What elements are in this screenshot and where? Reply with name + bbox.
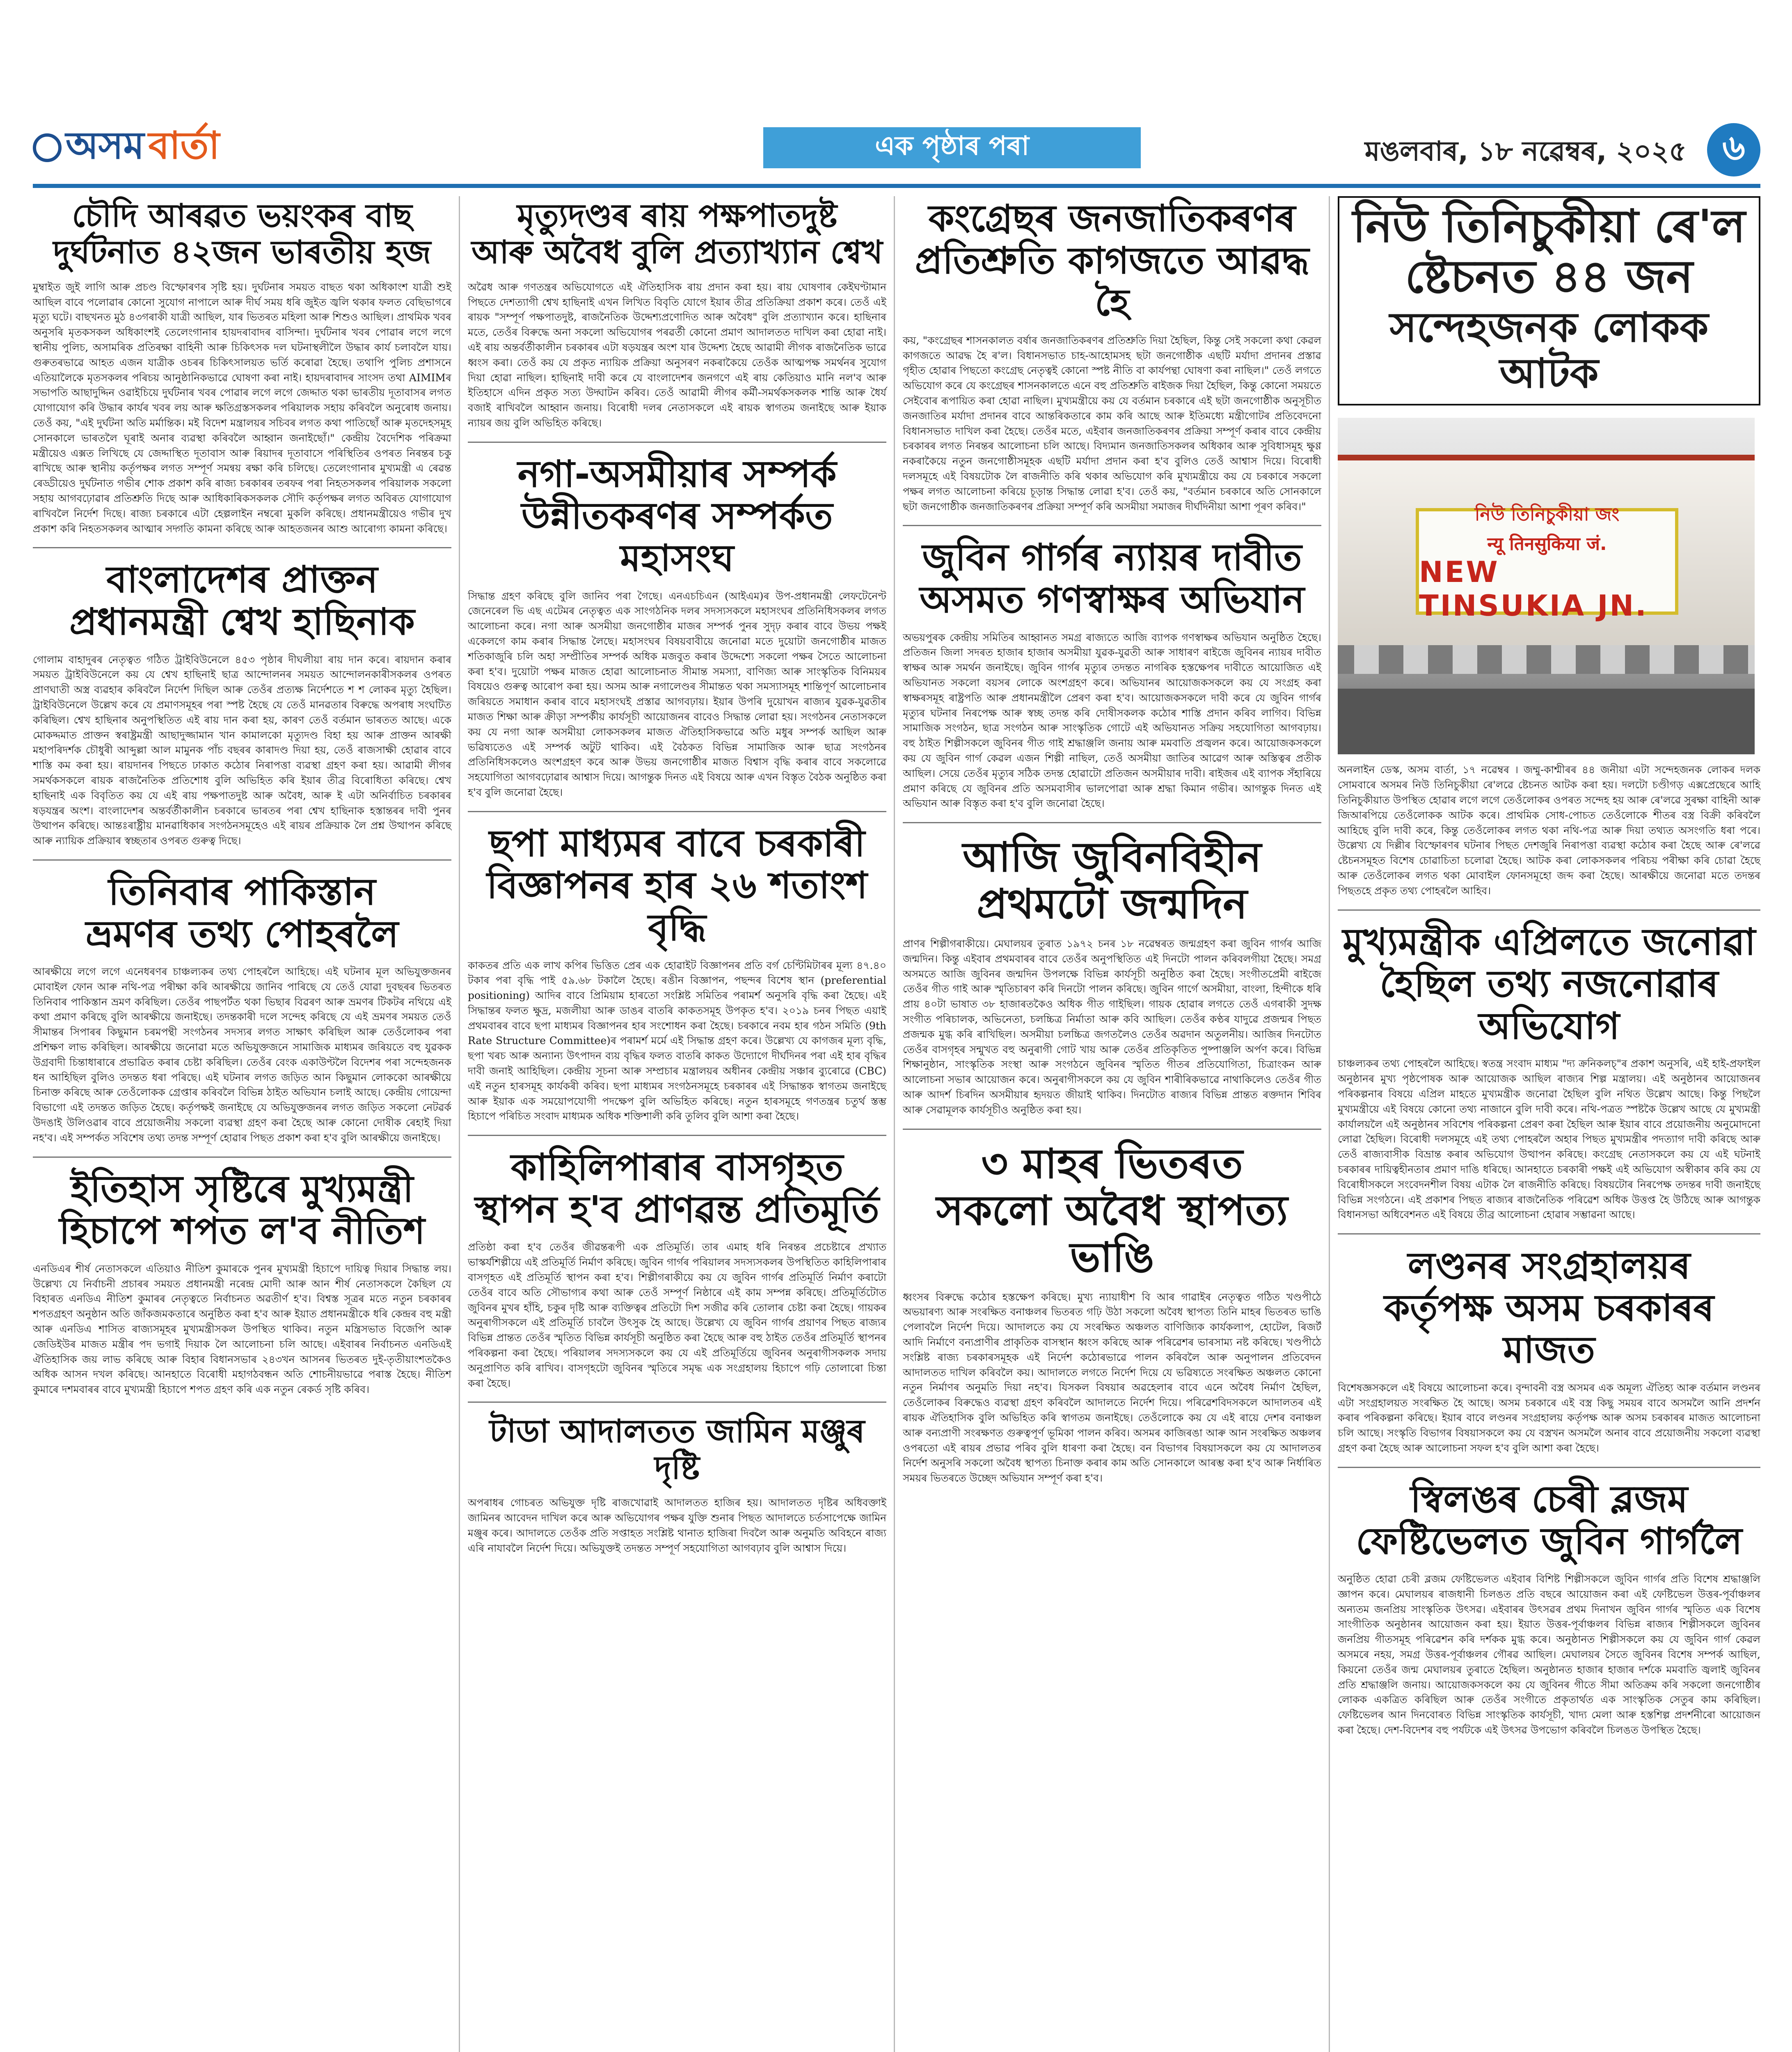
article-tada-court-bail bbox=[468, 1413, 886, 1556]
article-nitish-oath bbox=[33, 1168, 451, 1397]
headline-line: আজি জুবিনবিহীন bbox=[962, 833, 1262, 882]
article-body: অপৰাধৰ গোচৰত অভিযুক্ত দৃষ্টি ৰাজখোৱাই আদালতত হাজিৰ হয়। আদালতত দৃষ্টিৰ অধিবক্তাই জামিনৰ আবেদন দাখিল কৰে আৰু অভিযোগৰ পক্ষৰ যুক্তি শুনাৰ পিছত আদালতে চৰ্তসাপেক্ষে জামিন মঞ্জুৰ কৰে। আদালতে তেওঁক প্ৰতি সপ্তাহত সংশ্লিষ্ট থানাত হাজিৰা দিবলৈ আৰু অনুমতি অবিহনে ৰাজ্য এৰি নাযাবলৈ নিৰ্দেশ দিয়ে। অভিযুক্তই তদন্তত সম্পূৰ্ণ সহযোগিতা আগবঢ়াব বুলি আশ্বাস দিয়ে। bbox=[468, 1497, 886, 1554]
headline-line: জুবিন গাৰ্গৰ ন্যায়ৰ দাবীত bbox=[922, 536, 1302, 579]
article-divider bbox=[903, 525, 1321, 526]
headline-line: টাডা আদালতত জামিন মঞ্জুৰ দৃষ্টি bbox=[489, 1413, 865, 1487]
article-zubeen-birthday bbox=[903, 834, 1321, 1118]
article-body: অৱৈধ আৰু গণতন্ত্ৰৰ অভিযোগতে এই ঐতিহাসিক ৰায় প্ৰদান কৰা হয়। ৰায় ঘোষণাৰ কেইঘণ্টামান পিছতে দেশত্যাগী শ্বেখ হাছিনাই এখন লিখিত বিবৃতি যোগে ইয়াৰ তীব্ৰ প্ৰতিক্ৰিয়া প্ৰকাশ কৰে। তেওঁ এই ৰায়ক "সম্পূৰ্ণ পক্ষপাতদুষ্ট, ৰাজনৈতিক উদ্দেশ্যপ্ৰণোদিত আৰু অবৈধ" বুলি প্ৰত্যাখ্যান কৰে। হাছিনাৰ মতে, তেওঁৰ বিৰুদ্ধে অনা সকলো অভিযোগৰ পৰৱৰ্তী কোনো প্ৰমাণ আদালতত দাখিল কৰা হোৱা নাই। এই ৰায় অন্তৰ্বৰ্তীকালীন চৰকাৰৰ এটা ষড়যন্ত্ৰৰ অংশ যাৰ উদ্দেশ্য হৈছে আৱামী লীগক ৰাজনৈতিক ভাৱে ধ্বংস কৰা। তেওঁ কয় যে প্ৰকৃত ন্যায়িক প্ৰক্ৰিয়া অনুসৰণ নকৰাকৈয়ে তেওঁক আত্মপক্ষ সমৰ্থনৰ সুযোগ দিয়া হোৱা নাছিল। হাছিনাই দাবী কৰে যে বাংলাদেশৰ জনগণে এই ৰায় কেতিয়াও মানি নল'ব আৰু ইতিহাসে এদিন প্ৰকৃত সত্য উদ্ঘাটন কৰিব। তেওঁ আৱামী লীগৰ কৰ্মী-সমৰ্থকসকলক শান্তি আৰু ধৈৰ্য বজাই ৰাখিবলৈ আহ্বান জনায়। বিৰোধী দলৰ নেতাসকলে এই ৰায়ক স্বাগতম জনাইছে আৰু ইয়াক ন্যায়ৰ জয় বুলি অভিহিত কৰিছে। bbox=[468, 281, 886, 429]
article-divider bbox=[1338, 909, 1760, 911]
headline-line: তিনিবাৰ পাকিস্তান bbox=[108, 870, 376, 914]
column-2 bbox=[468, 196, 886, 1566]
article-congress-tribal-status bbox=[903, 198, 1321, 514]
article-illegal-structures bbox=[903, 1141, 1321, 1486]
headline bbox=[33, 871, 451, 955]
headline bbox=[468, 1413, 886, 1486]
headline-line: লণ্ডনৰ সংগ্ৰহালয়ৰ bbox=[1408, 1244, 1691, 1288]
headline-line: স্বিলঙৰ চেৰী ব্লজম bbox=[1410, 1477, 1688, 1521]
headline bbox=[33, 1168, 451, 1253]
article-body: আৰক্ষীয়ে লগে লগে এনেধৰণৰ চাঞ্চল্যকৰ তথ্য পোহৰলৈ আহিছে। এই ঘটনাৰ মূল অভিযুক্তজনৰ মোবাইল ফোন আৰু নথি-পত্ৰ পৰীক্ষা কৰি আৰক্ষীয়ে জানিব পাৰিছে যে তেওঁ যোৱা দুবছৰৰ ভিতৰত তিনিবাৰ পাকিস্তান ভ্ৰমণ কৰিছিল। তেওঁৰ পাছপৰ্টত থকা ভিছাৰ বিৱৰণ আৰু ভ্ৰমণৰ টিকটৰ নথিয়ে এই কথা প্ৰমাণ কৰিছে বুলি আৰক্ষীয়ে জনাইছে। তদন্তকাৰী দলে সন্দেহ কৰিছে যে এই ভ্ৰমণৰ সময়ত তেওঁ সীমান্তৰ সিপাৰৰ কিছুমান চৰমপন্থী সংগঠনৰ সদস্যৰ লগত সাক্ষাৎ কৰিছিল আৰু তেওঁলোকৰ পৰা প্ৰশিক্ষণ লাভ কৰিছিল। আৰক্ষীয়ে জনোৱা মতে অভিযুক্তজনে সামাজিক মাধ্যমৰ জৰিয়তে বহু যুৱকক উগ্ৰবাদী চিন্তাধাৰাৰে প্ৰভাৱিত কৰাৰ চেষ্টা কৰিছিল। তেওঁৰ বেংক একাউণ্টলৈ বিদেশৰ পৰা সন্দেহজনক ধন আহিছিল বুলিও তদন্তত ধৰা পৰিছে। এই ঘটনাৰ লগত জড়িত আন কিছুমান লোককো আৰক্ষীয়ে চিনাক্ত কৰিছে আৰু তেওঁলোকক গ্ৰেপ্তাৰ কৰিবলৈ বিভিন্ন ঠাইত অভিযান চলাই আছে। কেন্দ্ৰীয় গোয়েন্দা বিভাগো এই তদন্তত জড়িত হৈছে। কৰ্তৃপক্ষই জনাইছে যে অভিযুক্তজনৰ লগত জড়িত সকলো নেটৱৰ্ক উদঙাই উলিওৱাৰ বাবে প্ৰয়োজনীয় সকলো ব্যৱস্থা গ্ৰহণ কৰা হৈছে আৰু কোনো দোষীক ৰেহাই দিয়া নহ'ব। এই সম্পৰ্কত সবিশেষ তথ্য তদন্ত সম্পূৰ্ণ হোৱাৰ পিছত প্ৰকাশ কৰা হ'ব বুলি আৰক্ষীয়ে জনাইছে। bbox=[33, 966, 451, 1144]
headline bbox=[1338, 1479, 1760, 1563]
column-divider bbox=[459, 196, 460, 2052]
article-sheikh-hasina bbox=[33, 559, 451, 849]
article-body: মুম্বাইত জুই লাগি আৰু প্ৰচণ্ড বিস্ফোৰণৰ সৃষ্টি হয়। দুৰ্ঘটনাৰ সময়ত বাছত থকা অধিকাংশ যাত্ৰী শুই আছিল বাবে পলোৱাৰ কোনো সুযোগ নাপালে আৰু দীৰ্ঘ সময় ধৰি জুইত জ্বলি থকাৰ ফলত বেছিভাগৰে মৃত্যু ঘটে। বাছখনত মুঠ ৪৩গৰাকী যাত্ৰী আছিল, যাৰ ভিতৰত মহিলা আৰু শিশুও আছিল। প্ৰাথমিক খবৰ অনুসৰি মৃতকসকল অধিকাংশই তেলেংগানাৰ হায়দৰাবাদৰ বাসিন্দা। দুৰ্ঘটনাৰ খবৰ পোৱাৰ লগে লগে স্থানীয় পুলিচ, অসামৰিক প্ৰতিৰক্ষা বাহিনী আৰু চিকিৎসক দল ঘটনাস্থলীলৈ উদ্ধাৰ কাৰ্য চলাবলৈ যায়। গুৰুতৰভাৱে আহত এজন যাত্ৰীক ওচৰৰ চিকিৎসালয়ত ভৰ্তি কৰোৱা হৈছে। তথাপি পুলিচ প্ৰশাসনে এতিয়ালৈকে মৃতসকলৰ পৰিচয় আনুষ্ঠানিকভাৱে ঘোষণা কৰা নাই। হায়দৰাবাদৰ সাংসদ তথা AIMIMৰ সভাপতি আছাদুদ্দিন ওৱাইচিয়ে দুৰ্ঘটনাৰ খবৰ পোৱাৰ লগে লগে জেদ্দাত থকা ভাৰতীয় দূতাবাসৰ লগত যোগাযোগ কৰি উদ্ধাৰ কাৰ্যৰ খবৰ লয় আৰু ক্ষতিগ্ৰস্তসকলৰ পৰিয়ালক সহায় কৰিবলৈ অনুৰোধ জনায়। তেওঁ কয়, "এই দুৰ্ঘটনা অতি মৰ্মান্তিক। মই বিদেশ মন্ত্ৰালয়ৰ সচিবৰ লগত কথা পাতিছোঁ আৰু মৃতদেহসমূহ সোনকালে ভাৰতলৈ ঘূৰাই অনাৰ ব্যৱস্থা কৰিবলৈ আহ্বান জনাইছোঁ।" কেন্দ্ৰীয় বৈদেশিক পৰিক্ৰমা মন্ত্ৰীয়েও এক্সত লিখিছে যে জেদ্দাস্থিত দূতাবাস আৰু ৰিয়াদৰ দূতাবাসে পৰিস্থিতিৰ ওপৰত নিৰন্তৰ চকু ৰাখিছে আৰু স্থানীয় কৰ্তৃপক্ষৰ লগত সম্পূৰ্ণ সমন্বয় ৰক্ষা কৰি চলিছে। তেলেংগানাৰ মুখ্যমন্ত্ৰী এ ৰেৱন্ত ৰেড্ডীয়েও দুৰ্ঘটনাত গভীৰ শোক প্ৰকাশ কৰি ৰাজ্য চৰকাৰৰ তৰফৰ পৰা নিহতসকলৰ পৰিয়ালক সকলো সহায় আগবঢ়োৱাৰ প্ৰতিশ্ৰুতি দিছে আৰু আধিকাৰিকসকলক সৌদি কৰ্তৃপক্ষৰ লগত অবিৰত যোগাযোগ ৰাখিবলৈ নিৰ্দেশ দিছে। ৰাজ্য চৰকাৰে এটা হেল্পলাইন নম্বৰো মুকলি কৰিছে। প্ৰধানমন্ত্ৰীয়েও গভীৰ দুখ প্ৰকাশ কৰি নিহতসকলৰ আত্মাৰ সদ্গতি কামনা কৰিছে আৰু আহতজনৰ আশু আৰোগ্য কামনা কৰিছে। bbox=[33, 281, 451, 535]
article-divider bbox=[903, 822, 1321, 823]
headline bbox=[468, 198, 886, 271]
column-divider bbox=[1329, 196, 1330, 2052]
headline-line: প্ৰধানমন্ত্ৰী শ্বেখ হাছিনাক bbox=[69, 600, 415, 644]
article-body: প্ৰাণৰ শিল্পীগৰাকীয়ে। মেঘালয়ৰ তুৰাত ১৯৭২ চনৰ ১৮ নৱেম্বৰত জন্মগ্ৰহণ কৰা জুবিন গাৰ্গৰ আজি জন্মদিন। কিন্তু এইবাৰ প্ৰথমবাৰৰ বাবে তেওঁৰ অনুপস্থিতিত এই দিনটো পালন কৰিবলগীয়া হৈছে। সমগ্ৰ অসমতে আজি জুবিনৰ জন্মদিন উপলক্ষে বিভিন্ন কাৰ্যসূচী অনুষ্ঠিত কৰা হৈছে। সংগীতপ্ৰেমী ৰাইজে তেওঁৰ গীত গাই আৰু স্মৃতিচাৰণ কৰি দিনটো পালন কৰিছে। জুবিন গাৰ্গে অসমীয়া, বাংলা, হিন্দীকে ধৰি প্ৰায় ৪০টা ভাষাত ৩৮ হাজাৰতকৈও অধিক গীত গাইছিল। গায়ক হোৱাৰ লগতে তেওঁ এগৰাকী সুদক্ষ সংগীত পৰিচালক, অভিনেতা, চলচ্চিত্ৰ নিৰ্মাতা আৰু কবি আছিল। তেওঁৰ কণ্ঠৰ যাদুৱে প্ৰজন্মৰ পিছত প্ৰজন্মক মুগ্ধ কৰি ৰাখিছিল। অসমীয়া চলচ্চিত্ৰ জগতলৈও তেওঁৰ অৱদান অতুলনীয়। আজিৰ দিনটোত তেওঁৰ বাসগৃহৰ সন্মুখত বহু অনুৰাগী গোট খায় আৰু তেওঁৰ প্ৰতিকৃতিত পুষ্পাঞ্জলি অৰ্পণ কৰে। বিভিন্ন শিক্ষানুষ্ঠান, সাংস্কৃতিক সংস্থা আৰু সংগঠনে জুবিনৰ স্মৃতিত গীতৰ প্ৰতিযোগিতা, চিত্ৰাংকন আৰু আলোচনা সভাৰ আয়োজন কৰে। অনুৰাগীসকলে কয় যে জুবিন শাৰীৰিকভাৱে নাথাকিলেও তেওঁৰ গীত আৰু আদৰ্শ চিৰদিন অসমীয়াৰ হৃদয়ত জীয়াই থাকিব। দিনটোত ৰাজ্যৰ বিভিন্ন প্ৰান্তত ৰক্তদান শিবিৰ আৰু সেৱামূলক কাৰ্যসূচীও অনুষ্ঠিত কৰা হয়। bbox=[903, 938, 1321, 1116]
headline-line: ষ্টেচনত ৪৪ জন bbox=[1405, 250, 1693, 303]
article-body: গোলাম বাহাদুৰৰ নেতৃত্বত গঠিত ট্ৰাইবিউনেলে ৪৫৩ পৃষ্ঠাৰ দীঘলীয়া ৰায় দান কৰে। ৰায়দান কৰাৰ সময়ত ট্ৰাইবিউনেলে কয় যে শ্বেখ হাছিনাই ছাত্ৰ আন্দোলনৰ সময়ত আন্দোলনকাৰীসকলৰ ওপৰত প্ৰাণঘাতী অস্ত্ৰ ব্যৱহাৰ কৰিবলৈ নিৰ্দেশ দিছিল আৰু তেওঁৰ প্ৰত্যক্ষ নিৰ্দেশতে শ শ লোকৰ মৃত্যু হৈছিল। ট্ৰাইবিউনেলে উল্লেখ কৰে যে প্ৰমাণসমূহৰ পৰা স্পষ্ট হৈছে যে তেওঁ মানৱতাৰ বিৰুদ্ধে অপৰাধ সংঘটিত কৰিছিল। শ্বেখ হাছিনাৰ অনুপস্থিতিত এই ৰায় দান কৰা হয়, কাৰণ তেওঁ বৰ্তমান ভাৰতত আছে। একে মোকদ্দমাত প্ৰাক্তন স্বৰাষ্ট্ৰমন্ত্ৰী আছাদুজ্জামান খান কামালকো মৃত্যুদণ্ড বিহা হয় আৰু প্ৰাক্তন আৰক্ষী মহাপৰিদৰ্শক চৌধুৰী আব্দুল্লা আল মামুনক পাঁচ বছৰৰ কাৰাদণ্ড দিয়া হয়, তেওঁ ৰাজসাক্ষী হোৱাৰ বাবে শাস্তি কম কৰা হয়। ৰায়দানৰ পিছতে ঢাকাত কঠোৰ নিৰাপত্তা ব্যৱস্থা গ্ৰহণ কৰা হয়। আৱামী লীগৰ সমৰ্থকসকলে ৰায়ক ৰাজনৈতিক প্ৰতিশোধ বুলি অভিহিত কৰি ইয়াৰ তীব্ৰ বিৰোধিতা কৰিছে। শ্বেখ হাছিনাই এক বিবৃতিত কয় যে এই ৰায় পক্ষপাতদুষ্ট আৰু অবৈধ, আৰু ই এটা অনিৰ্বাচিত চৰকাৰৰ ষড়যন্ত্ৰৰ অংশ। বাংলাদেশৰ অন্তৰ্বৰ্তীকালীন চৰকাৰে ভাৰতৰ পৰা শ্বেখ হাছিনাক হস্তান্তৰৰ দাবী পুনৰ উত্থাপন কৰিছে। আন্তঃৰাষ্ট্ৰীয় মানৱাধিকাৰ সংগঠনসমূহেও এই ৰায়ৰ প্ৰক্ৰিয়াক লৈ প্ৰশ্ন উত্থাপন কৰিছে আৰু ন্যায়িক প্ৰক্ৰিয়াৰ স্বচ্ছতাৰ ওপৰত গুৰুত্ব দিছে। bbox=[33, 653, 451, 847]
article-divider bbox=[33, 547, 451, 548]
issue-date: মঙলবাৰ, ১৮ নৱেম্বৰ, ২০২৫ bbox=[1364, 135, 1687, 167]
headline-line: ছপা মাধ্যমৰ বাবে চৰকাৰী bbox=[489, 822, 865, 865]
article-body: বিশেষজ্ঞসকলে এই বিষয়ে আলোচনা কৰে। বৃন্দাবনী বস্ত্ৰ অসমৰ এক অমূল্য ঐতিহ্য আৰু বৰ্তমান লণ্ডনৰ এটা সংগ্ৰহালয়ত সংৰক্ষিত হৈ আছে। অসম চৰকাৰে এই বস্ত্ৰ কিছু সময়ৰ বাবে অসমলৈ আনি প্ৰদৰ্শন কৰাৰ পৰিকল্পনা কৰিছে। ইয়াৰ বাবে লণ্ডনৰ সংগ্ৰহালয় কৰ্তৃপক্ষ আৰু অসম চৰকাৰৰ মাজত আলোচনা চলি আছে। সংস্কৃতি বিভাগৰ বিষয়াসকলে কয় যে বস্ত্ৰখন অসমলৈ অনাৰ বাবে প্ৰয়োজনীয় সকলো ব্যৱস্থা গ্ৰহণ কৰা হৈছে আৰু আলোচনা সফল হ'ব বুলি আশা কৰা হৈছে। bbox=[1338, 1381, 1760, 1454]
headline bbox=[468, 823, 886, 949]
platform-road bbox=[1338, 689, 1755, 754]
headline-line: চৌদি আৰৱত ভয়ংকৰ বাছ bbox=[72, 197, 412, 234]
article-body: সিদ্ধান্ত গ্ৰহণ কৰিছে বুলি জানিব পৰা গৈছে। এনএচচিএন (আইএম)ৰ উপ-প্ৰধানমন্ত্ৰী লেফটেনেণ্ট জেনেৰেল ভি এছ এটেমৰ নেতৃত্বত এক সাংগঠনিক দলৰ সদস্যসকলে মহাসংঘৰ প্ৰতিনিধিসকলৰ লগত আলোচনা কৰে। নগা আৰু অসমীয়া জনগোষ্ঠীৰ মাজৰ সম্পৰ্ক পুনৰ সুদৃঢ় কৰাৰ বাবে উভয় পক্ষই একেলগে কাম কৰাৰ সিদ্ধান্ত লৈছে। মহাসংঘৰ বিষয়বাবীয়ে জনোৱা মতে দুয়োটা জনগোষ্ঠীৰ মাজত শতিকাজুৰি চলি অহা সম্প্ৰীতিৰ সম্পৰ্ক অধিক মজবুত কৰাৰ উদ্দেশ্যে সকলো পক্ষৰ সৈতে আলোচনা কৰা হ'ব। দুয়োটা পক্ষৰ মাজত হোৱা আলোচনাত সীমান্ত সমস্যা, বাণিজ্য আৰু সাংস্কৃতিক বিনিময়ৰ বিষয়েও গুৰুত্ব আৰোপ কৰা হয়। অসম আৰু নগালেণ্ডৰ সীমান্তত থকা সমস্যাসমূহ শান্তিপূৰ্ণ আলোচনাৰ জৰিয়তে সমাধান কৰাৰ বাবে মহাসংঘই প্ৰস্তাৱ আগবঢ়ায়। ইয়াৰ উপৰি দুয়োখন ৰাজ্যৰ যুৱক-যুৱতীৰ মাজত শিক্ষা আৰু ক্ৰীড়া সম্পৰ্কীয় কাৰ্যসূচী আয়োজনৰ বাবেও সিদ্ধান্ত লোৱা হয়। সংগঠনৰ নেতাসকলে কয় যে নগা আৰু অসমীয়া লোকসকলৰ মাজত ঐতিহাসিকভাৱে অতি মধুৰ সম্পৰ্ক আছিল আৰু ভৱিষ্যতেও এই সম্পৰ্ক অটুট থাকিব। এই বৈঠকত বিভিন্ন সামাজিক আৰু ছাত্ৰ সংগঠনৰ প্ৰতিনিধিসকলেও অংশগ্ৰহণ কৰে আৰু উভয় জনগোষ্ঠীৰ মাজত বিশ্বাস বৃদ্ধি কৰাৰ বাবে সকলোৱে সহযোগিতা আগবঢ়োৱাৰ আশ্বাস দিয়ে। আগন্তুক দিনত এই বিষয়ে আৰু এখন বিস্তৃত বৈঠক অনুষ্ঠিত কৰা হ'ব বুলি জনোৱা হৈছে। bbox=[468, 590, 886, 798]
masthead bbox=[33, 123, 1760, 176]
headline bbox=[903, 537, 1321, 621]
logo-text-2: বাৰ্তা bbox=[148, 124, 220, 167]
headline-line: আৰু অবৈধ বুলি প্ৰত্যাখ্যান শ্বেখ bbox=[471, 234, 883, 271]
headline bbox=[903, 1141, 1321, 1281]
article-body: এনডিএৰ শীৰ্ষ নেতাসকলে এতিয়াও নীতিশ কুমাৰকে পুনৰ মুখ্যমন্ত্ৰী হিচাপে দায়িত্ব দিয়াৰ সিদ্ধান্ত লয়। উল্লেখ্য যে নিৰ্বাচনী প্ৰচাৰৰ সময়ত প্ৰধানমন্ত্ৰী নৰেন্দ্ৰ মোদী আৰু আন শীৰ্ষ নেতাসকলে কৈছিল যে বিহাৰত এনডিএ নীতিশ কুমাৰৰ নেতৃত্বতে নিৰ্বাচনত অৱতীৰ্ণ হ'ব। বিশ্বস্ত সূত্ৰৰ মতে নতুন চৰকাৰৰ শপতগ্ৰহণ অনুষ্ঠান অতি জাঁকজমকতাৰে অনুষ্ঠিত কৰা হ'ব আৰু ইয়াত প্ৰধানমন্ত্ৰীকে ধৰি কেন্দ্ৰৰ বহু মন্ত্ৰী আৰু এনডিএ শাসিত ৰাজ্যসমূহৰ মুখ্যমন্ত্ৰীসকল উপস্থিত থাকিব। নতুন মন্ত্ৰিসভাত বিজেপি আৰু জেডিইউৰ মাজত মন্ত্ৰীৰ পদ ভগাই দিয়াক লৈ আলোচনা চলি আছে। এইবাৰৰ নিৰ্বাচনত এনডিএই ঐতিহাসিক জয় লাভ কৰিছে আৰু বিহাৰ বিধানসভাৰ ২৪৩খন আসনৰ ভিতৰত দুই-তৃতীয়াংশতকৈও অধিক আসন দখল কৰিছে। আনহাতে বিৰোধী মহাগঠবন্ধন অতি শোচনীয়ভাৱে পৰাস্ত হৈছে। নীতিশ কুমাৰে দশমবাৰৰ বাবে মুখ্যমন্ত্ৰী হিচাপে শপত গ্ৰহণ কৰি এক নতুন ৰেকৰ্ড সৃষ্টি কৰিব। bbox=[33, 1262, 451, 1396]
headline bbox=[1338, 1245, 1760, 1372]
headline bbox=[468, 1147, 886, 1231]
headline-line: ইতিহাস সৃষ্টিৰে মুখ্যমন্ত্ৰী bbox=[71, 1167, 414, 1211]
headline-line: স্থাপন হ'ব প্ৰাণৱন্ত প্ৰতিমূৰ্তি bbox=[475, 1188, 879, 1231]
sign-text: NEW TINSUKIA JN. bbox=[1419, 555, 1648, 623]
headline-line: মৃত্যুদণ্ডৰ ৰায় পক্ষপাতদুষ্ট bbox=[517, 197, 838, 234]
article-tinsukia-detention bbox=[1338, 763, 1760, 898]
sign-text: न्यू तिनसुकिया जं. bbox=[1487, 533, 1607, 554]
headline-line: ফেষ্টিভেলত জুবিন গাৰ্গলৈ bbox=[1356, 1520, 1742, 1563]
article-body: কাকতৰ প্ৰতি এক লাখ কপিৰ ভিত্তিত প্ৰেৰ এক হোৱাইট বিজ্ঞাপনৰ প্ৰতি বৰ্গ চেণ্টিমিটাৰৰ মূল্য ৪৭.৪০ টকাৰ পৰা বৃদ্ধি পাই ৫৯.৬৮ টকালৈ হৈছে। ৰঙীন বিজ্ঞাপন, পছন্দৰ বিশেষ স্থান (preferential positioning) আদিৰ বাবে প্ৰিমিয়াম হাৰতো সংশ্লিষ্ট সমিতিৰ পৰামৰ্শ অনুসৰি বৃদ্ধি কৰা হৈছে। এই সিদ্ধান্তৰ ফলত ক্ষুদ্ৰ, মজলীয়া আৰু ডাঙৰ বাতৰি কাকতসমূহ উপকৃত হ'ব। ২০১৯ চনৰ পিছত এয়াই প্ৰথমবাৰৰ বাবে ছপা মাধ্যমৰ বিজ্ঞাপনৰ হাৰ সংশোধন কৰা হৈছে। চৰকাৰে নবম হাৰ গঠন সমিতি (9th Rate Structure Committee)ৰ পৰামৰ্শ মৰ্মে এই সিদ্ধান্ত গ্ৰহণ কৰে। উল্লেখ্য যে কাগজৰ মূল্য বৃদ্ধি, ছপা খৰচ আৰু অন্যান্য উৎপাদন ব্যয় বৃদ্ধিৰ ফলত বাতৰি কাকত উদ্যোগে দীৰ্ঘদিনৰ পৰা এই হাৰ বৃদ্ধিৰ দাবী জনাই আহিছিল। কেন্দ্ৰীয় সূচনা আৰু সম্প্ৰচাৰ মন্ত্ৰালয়ৰ অধীনৰ কেন্দ্ৰীয় সঞ্চাৰ ব্যুৰোৱে (CBC) এই নতুন হাৰসমূহ কাৰ্যকৰী কৰিব। ছপা মাধ্যমৰ সংগঠনসমূহে চৰকাৰৰ এই সিদ্ধান্তক স্বাগতম জনাইছে আৰু ইয়াক এক সময়োপযোগী পদক্ষেপ বুলি অভিহিত কৰিছে। নতুন হাৰসমূহে গণতন্ত্ৰৰ চতুৰ্থ স্তম্ভ হিচাপে পৰিচিত সংবাদ মাধ্যমক অধিক শক্তিশালী কৰি তুলিব বুলি আশা কৰা হৈছে। bbox=[468, 959, 886, 1122]
headline-line: ভ্ৰমণৰ তথ্য পোহৰলৈ bbox=[85, 912, 399, 956]
headline-line: প্ৰতিশ্ৰুতি কাগজতে আৱদ্ধ হৈ bbox=[915, 239, 1309, 325]
headline-line: হৈছিল তথ্য নজনোৱাৰ অভিযোগ bbox=[1380, 962, 1719, 1048]
headline-line: হিচাপে শপত ল'ব নীতিশ bbox=[59, 1209, 425, 1253]
newspaper-logo[interactable] bbox=[33, 123, 220, 172]
article-naga-assamese-relations bbox=[468, 453, 886, 800]
logo-icon bbox=[33, 133, 62, 162]
headline-line: কংগ্ৰেছৰ জনজাতিকৰণৰ bbox=[928, 197, 1296, 240]
article-cherry-blossom-festival bbox=[1338, 1479, 1760, 1738]
article-divider bbox=[468, 1135, 886, 1136]
station-photo bbox=[1338, 418, 1755, 754]
headline-line: নগা-অসমীয়াৰ সম্পৰ্ক bbox=[517, 452, 837, 496]
headline-line: মুখ্যমন্ত্ৰীক এপ্ৰিলতে জনোৱা bbox=[1342, 920, 1756, 964]
headline bbox=[1338, 921, 1760, 1048]
logo-text-1: অসম bbox=[66, 124, 144, 167]
headline-line: সন্দেহজনক লোকক আটক bbox=[1389, 303, 1709, 398]
article-body: ধ্বংসৰ বিৰুদ্ধে কঠোৰ হস্তক্ষেপ কৰিছে। মুখ্য ন্যায়াধীশ বি আৰ গাৱাইৰ নেতৃত্বত গঠিত খণ্ডপীঠে অভয়াৰণ্য আৰু সংৰক্ষিত বনাঞ্চলৰ ভিতৰত গঢ়ি উঠা সকলো অবৈধ স্থাপত্য তিনি মাহৰ ভিতৰত ভাঙি পেলাবলৈ নিৰ্দেশ দিয়ে। আদালতে কয় যে সংৰক্ষিত অঞ্চলত বাণিজ্যিক কাৰ্যকলাপ, হোটেল, ৰিজৰ্ট আদি নিৰ্মাণে বন্যপ্ৰাণীৰ প্ৰাকৃতিক বাসস্থান ধ্বংস কৰিছে আৰু পৰিৱেশৰ ভাৰসাম্য নষ্ট কৰিছে। খণ্ডপীঠে সংশ্লিষ্ট ৰাজ্য চৰকাৰসমূহক এই নিৰ্দেশ কঠোৰভাৱে পালন কৰিবলৈ আৰু অনুপালন প্ৰতিবেদন আদালতত দাখিল কৰিবলৈ কয়। আদালতে লগতে নিৰ্দেশ দিয়ে যে ভৱিষ্যতে সংৰক্ষিত অঞ্চলত কোনো নতুন নিৰ্মাণৰ অনুমতি দিয়া নহ'ব। যিসকল বিষয়াৰ অৱহেলাৰ বাবে এনে অবৈধ নিৰ্মাণ হৈছিল, তেওঁলোকৰ বিৰুদ্ধেও ব্যৱস্থা গ্ৰহণ কৰিবলৈ আদালতে নিৰ্দেশ দিয়ে। পৰিৱেশবিদসকলে আদালতৰ এই ৰায়ক ঐতিহাসিক বুলি অভিহিত কৰি স্বাগতম জনাইছে। তেওঁলোকে কয় যে এই ৰায়ে দেশৰ বনাঞ্চল আৰু বন্যপ্ৰাণী সংৰক্ষণত গুৰুত্বপূৰ্ণ ভূমিকা পালন কৰিব। অসমৰ কাজিৰঙা আৰু আন সংৰক্ষিত অঞ্চলৰ ওপৰতো এই ৰায়ৰ প্ৰভাৱ পৰিব বুলি ধাৰণা কৰা হৈছে। বন বিভাগৰ বিষয়াসকলে কয় যে আদালতৰ নিৰ্দেশ অনুসৰি সকলো অবৈধ স্থাপত্য চিনাক্ত কৰাৰ কাম অতি সোনকালে আৰম্ভ কৰা হ'ব আৰু নিৰ্ধাৰিত সময়ৰ ভিতৰতে উচ্ছেদ অভিযান সম্পূৰ্ণ কৰা হ'ব। bbox=[903, 1291, 1321, 1484]
headline-line: সকলো অবৈধ স্থাপত্য ভাঙি bbox=[936, 1186, 1288, 1281]
lead-story-box bbox=[1338, 196, 1760, 405]
headline bbox=[903, 834, 1321, 928]
headline bbox=[33, 559, 451, 643]
article-divider bbox=[903, 1129, 1321, 1130]
headline bbox=[33, 198, 451, 271]
headline bbox=[903, 198, 1321, 324]
headline-line: অসমত গণস্বাক্ষৰ অভিযান bbox=[920, 578, 1305, 621]
article-zubeen-statue bbox=[468, 1147, 886, 1391]
headline-line: নিউ তিনিচুকীয়া ৰে'ল bbox=[1353, 200, 1746, 252]
headline-line: বাংলাদেশৰ প্ৰাক্তন bbox=[106, 558, 378, 602]
station-signboard bbox=[1416, 504, 1678, 623]
headline-line: উন্নীতকৰণৰ সম্পৰ্কত মহাসংঘ bbox=[521, 495, 833, 580]
column-3 bbox=[903, 196, 1321, 1497]
article-divider bbox=[33, 859, 451, 861]
article-body: অভয়পুৰক কেন্দ্ৰীয় সমিতিৰ আহ্বানত সমগ্ৰ ৰাজ্যতে আজি ব্যাপক গণস্বাক্ষৰ অভিযান অনুষ্ঠিত হৈছে। প্ৰতিজন জিলা সদৰত হাজাৰ হাজাৰ অসমীয়া যুৱক-যুৱতী আৰু সাধাৰণ ৰাইজে জুবিনৰ ন্যায়ৰ দাবীত স্বাক্ষৰ আৰু সমৰ্থন জনাইছে। জুবিন গাৰ্গৰ মৃত্যুৰ তদন্তত নাগৰিক হস্তক্ষেপৰ দাবীতে আয়োজিত এই অভিযানত সকলো বয়সৰ লোকে অংশগ্ৰহণ কৰে। অভিযানৰ আয়োজকসকলে কয় যে সংগ্ৰহ কৰা স্বাক্ষৰসমূহ ৰাষ্ট্ৰপতি আৰু প্ৰধানমন্ত্ৰীলৈ প্ৰেৰণ কৰা হ'ব। আয়োজকসকলে দাবী কৰে যে জুবিন গাৰ্গৰ মৃত্যুৰ ঘটনাৰ নিৰপেক্ষ আৰু স্বচ্ছ তদন্ত কৰি দোষীসকলক কঠোৰ শাস্তি প্ৰদান কৰিব লাগিব। বিভিন্ন সামাজিক সংগঠন, ছাত্ৰ সংগঠন আৰু সাংস্কৃতিক গোটে এই অভিযানত সক্ৰিয় সহযোগিতা আগবঢ়ায়। বহু ঠাইত শিল্পীসকলে জুবিনৰ গীত গাই শ্ৰদ্ধাঞ্জলি জনায় আৰু মমবাতি প্ৰজ্বলন কৰে। আয়োজকসকলে কয় যে জুবিন গাৰ্গ কেৱল এজন শিল্পী নাছিল, তেওঁ অসমীয়া জাতিৰ আৱেগ আৰু অস্তিত্বৰ প্ৰতীক আছিল। সেয়ে তেওঁৰ মৃত্যুৰ সঠিক তদন্ত হোৱাটো প্ৰতিজন অসমীয়াৰ দাবী। ৰাইজৰ এই ব্যাপক সঁহাৰিয়ে প্ৰমাণ কৰিছে যে জুবিনৰ প্ৰতি অসমবাসীৰ ভালপোৱা আৰু শ্ৰদ্ধা কিমান গভীৰ। আগন্তুক দিনত এই অভিযান আৰু বিস্তৃত কৰা হ'ব বুলি জনোৱা হৈছে। bbox=[903, 631, 1321, 810]
article-print-ad-rates bbox=[468, 823, 886, 1124]
headline-line: কৰ্তৃপক্ষ অসম চৰকাৰৰ মাজত bbox=[1384, 1286, 1714, 1372]
article-divider bbox=[1338, 1233, 1760, 1234]
article-divider bbox=[1338, 1467, 1760, 1468]
headline bbox=[468, 453, 886, 580]
headline-line: দুৰ্ঘটনাত ৪২জন ভাৰতীয় হজ bbox=[53, 234, 431, 271]
article-cm-informed-april bbox=[1338, 921, 1760, 1223]
column-4 bbox=[1338, 196, 1760, 1749]
headline-line: কাহিলিপাৰাৰ বাসগৃহত bbox=[510, 1146, 844, 1189]
article-hasina-rejects-verdict bbox=[468, 198, 886, 431]
headline-line: ৩ মাহৰ ভিতৰত bbox=[981, 1139, 1243, 1188]
article-body: চাঞ্চল্যকৰ তথ্য পোহৰলৈ আহিছে। স্বতন্ত্ৰ সংবাদ মাধ্যম "দ্য ক্ৰনিকলচ্"ৰ প্ৰকাশ অনুসৰি, এই হাই-প্ৰফাইল অনুষ্ঠানৰ মুখ্য পৃষ্ঠপোষক আৰু আয়োজক আছিল ৰাজ্যৰ শিল্প মন্ত্ৰালয়। এই অনুষ্ঠানৰ আয়োজনৰ পৰিকল্পনাৰ বিষয়ে এপ্ৰিল মাহতে মুখ্যমন্ত্ৰীক জনোৱা হৈছিল বুলি নথিত উল্লেখ আছে। কিন্তু পিছলৈ মুখ্যমন্ত্ৰীয়ে এই বিষয়ে কোনো তথ্য নাজানে বুলি দাবী কৰে। নথি-পত্ৰত স্পষ্টকৈ উল্লেখ আছে যে মুখ্যমন্ত্ৰী কাৰ্যালয়লৈ এই অনুষ্ঠানৰ সবিশেষ পৰিকল্পনা প্ৰেৰণ কৰা হৈছিল আৰু ইয়াৰ বাবে প্ৰয়োজনীয় অনুমোদনো লোৱা হৈছিল। বিৰোধী দলসমূহে এই তথ্য পোহৰলৈ অহাৰ পিছত মুখ্যমন্ত্ৰীৰ পদত্যাগ দাবী কৰিছে আৰু তেওঁ ৰাজ্যবাসীক বিভ্ৰান্ত কৰাৰ অভিযোগ উত্থাপন কৰিছে। কংগ্ৰেছ নেতাসকলে কয় যে এই ঘটনাই চৰকাৰৰ দায়িত্বহীনতাৰ প্ৰমাণ দাঙি ধৰিছে। আনহাতে চৰকাৰী পক্ষই এই অভিযোগ অস্বীকাৰ কৰি কয় যে বিৰোধীসকলে সংবেদনশীল বিষয় এটাক লৈ ৰাজনীতি কৰিছে। বিষয়টোৰ নিৰপেক্ষ তদন্তৰ দাবী জনাইছে বিভিন্ন সংগঠনে। এই প্ৰকাশৰ পিছত ৰাজ্যৰ ৰাজনৈতিক পৰিৱেশ অধিক উত্তপ্ত হৈ উঠিছে আৰু আগন্তুক বিধানসভা অধিবেশনত এই বিষয়ে তীব্ৰ আলোচনা হোৱাৰ সম্ভাৱনা আছে। bbox=[1338, 1058, 1760, 1221]
header-divider bbox=[33, 184, 1760, 188]
headline-line: বিজ্ঞাপনৰ হাৰ ২৬ শতাংশ বৃদ্ধি bbox=[487, 864, 867, 949]
column-1 bbox=[33, 196, 451, 1408]
continued-from-page-label: এক পৃষ্ঠাৰ পৰা bbox=[763, 127, 1141, 168]
article-body: অনলাইন ডেস্ক, অসম বাৰ্তা, ১৭ নৱেম্বৰ । জম্মু-কাশ্মীৰৰ ৪৪ জনীয়া এটা সন্দেহজনক লোকৰ দলক সোমবাৰে অসমৰ নিউ তিনিচুকীয়া ৰে'লৱে ষ্টেচনত আটক কৰা হয়। দলটো চণ্ডীগড় এক্সপ্ৰেছেৰে আহি তিনিচুকীয়াত উপস্থিত হোৱাৰ লগে লগে তেওঁলোকৰ ওপৰত সন্দেহ হয় আৰু ৰে'লৱে সুৰক্ষা বাহিনী আৰু জিআৰপিয়ে তেওঁলোকক আটক কৰে। প্ৰাথমিক সোধ-পোচত তেওঁলোকে শীতৰ বস্ত্ৰ বিক্ৰী কৰিবলৈ আহিছে বুলি দাবী কৰে, কিন্তু তেওঁলোকৰ লগত থকা নথি-পত্ৰ আৰু দিয়া তথ্যত অসংগতি ধৰা পৰে। উল্লেখ্য যে দিল্লীৰ বিস্ফোৰণৰ ঘটনাৰ পিছত দেশজুৰি নিৰাপত্তা ব্যৱস্থা কঠোৰ কৰা হৈছে আৰু ৰে'লৱে ষ্টেচনসমূহত বিশেষ চোৱাচিতা চলোৱা হৈছে। আটক কৰা লোকসকলৰ পৰিচয় পৰীক্ষা কৰি চোৱা হৈছে আৰু তেওঁলোকৰ লগত থকা মোবাইল ফোনসমূহো জব্দ কৰা হৈছে। আৰক্ষীয়ে জনোৱা মতে তদন্তৰ পিছতহে প্ৰকৃত তথ্য পোহৰলৈ আহিব। bbox=[1338, 764, 1760, 897]
article-body: অনুষ্ঠিত হোৱা চেৰী ব্লজম ফেষ্টিভেলত এইবাৰ বিশিষ্ট শিল্পীসকলে জুবিন গাৰ্গৰ প্ৰতি বিশেষ শ্ৰদ্ধাঞ্জলি জ্ঞাপন কৰে। মেঘালয়ৰ ৰাজধানী চিলঙত প্ৰতি বছৰে আয়োজন কৰা এই ফেষ্টিভেল উত্তৰ-পূৰ্বাঞ্চলৰ অন্যতম জনপ্ৰিয় সাংস্কৃতিক উৎসৱ। এইবাৰৰ উৎসৱৰ প্ৰথম দিনাখন জুবিন গাৰ্গৰ স্মৃতিত এক বিশেষ সাংগীতিক অনুষ্ঠানৰ আয়োজন কৰা হয়। ইয়াত উত্তৰ-পূৰ্বাঞ্চলৰ বিভিন্ন ৰাজ্যৰ শিল্পীসকলে জুবিনৰ জনপ্ৰিয় গীতসমূহ পৰিৱেশন কৰি দৰ্শকক মুগ্ধ কৰে। অনুষ্ঠানত শিল্পীসকলে কয় যে জুবিন গাৰ্গ কেৱল অসমৰে নহয়, সমগ্ৰ উত্তৰ-পূৰ্বাঞ্চলৰ গৌৰৱ আছিল। মেঘালয়ৰ সৈতে জুবিনৰ বিশেষ সম্পৰ্ক আছিল, কিয়নো তেওঁৰ জন্ম মেঘালয়ৰ তুৰাতে হৈছিল। অনুষ্ঠানত হাজাৰ হাজাৰ দৰ্শকে মমবাতি জ্বলাই জুবিনৰ প্ৰতি শ্ৰদ্ধাঞ্জলি জনায়। আয়োজকসকলে কয় যে জুবিনৰ গীতে সীমা অতিক্ৰম কৰি সকলো জনগোষ্ঠীৰ লোকক একত্ৰিত কৰিছিল আৰু তেওঁৰ সংগীতে প্ৰকৃতাৰ্থত এক সাংস্কৃতিক সেতুৰ কাম কৰিছিল। ফেষ্টিভেলৰ আন দিনবোৰত বিভিন্ন সাংস্কৃতিক কাৰ্যসূচী, খাদ্য মেলা আৰু হস্তশিল্প প্ৰদৰ্শনীৰো আয়োজন কৰা হৈছে। দেশ-বিদেশৰ বহু পৰ্যটকে এই উৎসৱ উপভোগ কৰিবলৈ চিলঙত উপস্থিত হৈছে। bbox=[1338, 1573, 1760, 1736]
page-number: ৬ bbox=[1707, 123, 1760, 176]
article-divider bbox=[468, 442, 886, 443]
article-divider bbox=[468, 811, 886, 812]
article-zubeen-signature-campaign bbox=[903, 537, 1321, 811]
article-divider bbox=[468, 1402, 886, 1403]
article-london-museum bbox=[1338, 1245, 1760, 1456]
article-pakistan-travel bbox=[33, 871, 451, 1146]
headline-line: প্ৰথমটো জন্মদিন bbox=[977, 880, 1247, 928]
article-body: কয়, "কংগ্ৰেছৰ শাসনকালত বৰ্ষাৰ জনজাতিকৰণৰ প্ৰতিশ্ৰুতি দিয়া হৈছিল, কিন্তু সেই সকলো কথা কেৱল কাগজতে আৱদ্ধ হৈ ৰ'ল। বিধানসভাত চাহ-আহোমসহ ছটা জনগোষ্ঠীক এছটি মৰ্যাদা প্ৰদানৰ প্ৰস্তাৱ গৃহীত হোৱাৰ পিছতো কংগ্ৰেছ নেতৃত্বই কোনো স্পষ্ট নীতি বা কাৰ্যপন্থা ঘোষণা কৰা নাছিল।" তেওঁ লগতে অভিযোগ কৰে যে কংগ্ৰেছৰ শাসনকালতে এনে বহু প্ৰতিশ্ৰুতি ৰাইজক দিয়া হৈছিল, কিন্তু কোনো সময়তে সেইবোৰ ৰূপায়িত কৰা হোৱা নাছিল। মুখ্যমন্ত্ৰীয়ে কয় যে বৰ্তমান চৰকাৰে এই ছটা জনগোষ্ঠীক অনুসূচীত জনজাতিৰ মৰ্যাদা প্ৰদানৰ বাবে আন্তৰিকতাৰে কাম কৰি আছে আৰু ইতিমধ্যে মন্ত্ৰীগোটৰ প্ৰতিবেদনো বিধানসভাত দাখিল কৰা হৈছে। তেওঁৰ মতে, এইবাৰ জনজাতিকৰণৰ প্ৰক্ৰিয়া সম্পূৰ্ণ কৰাৰ বাবে কেন্দ্ৰীয় চৰকাৰৰ লগত নিৰন্তৰ আলোচনা চলি আছে। বিদ্যমান জনজাতিসকলৰ অধিকাৰ আৰু সুবিধাসমূহ ক্ষুণ্ণ নকৰাকৈয়ে নতুন জনগোষ্ঠীসমূহক এছটি মৰ্যাদা প্ৰদান কৰা হ'ব বুলিও তেওঁ আশ্বাস দিয়ে। বিৰোধী দলসমূহে এই বিষয়টোক লৈ ৰাজনীতি কৰি থকাৰ অভিযোগ কৰি মুখ্যমন্ত্ৰীয়ে কয় যে চৰকাৰে সকলো পক্ষৰ লগত আলোচনা কৰিয়ে চূড়ান্ত সিদ্ধান্ত লোৱা হ'ব। তেওঁ কয়, "বৰ্তমান চৰকাৰে অতি সোনকালে ছটা জনগোষ্ঠীক জনজাতিকৰণৰ প্ৰক্ৰিয়া সম্পূৰ্ণ কৰি অসমীয়া সমাজৰ দীৰ্ঘদিনীয়া আশা পূৰণ কৰিব।" bbox=[903, 334, 1322, 513]
article-divider bbox=[33, 1157, 451, 1158]
column-divider bbox=[894, 196, 895, 2052]
article-saudi-bus-accident bbox=[33, 198, 451, 536]
article-body: প্ৰতিষ্ঠা কৰা হ'ব তেওঁৰ জীৱন্তৰূপী এক প্ৰতিমূৰ্তি। তাৰ এমাহ ধৰি নিৰন্তৰ প্ৰচেষ্টাৰে প্ৰখ্যাত ভাস্কৰ্যশিল্পীয়ে এই প্ৰতিমূৰ্তি নিৰ্মাণ কৰিছে। জুবিন গাৰ্গৰ পৰিয়ালৰ সদস্যসকলৰ উপস্থিতিত কাহিলিপাৰাৰ বাসগৃহত এই প্ৰতিমূৰ্তি স্থাপন কৰা হ'ব। শিল্পীগৰাকীয়ে কয় যে জুবিন গাৰ্গৰ প্ৰতিমূৰ্তি নিৰ্মাণ কৰাটো তেওঁৰ বাবে অতি সৌভাগ্যৰ কথা আৰু তেওঁ সম্পূৰ্ণ নিষ্ঠাৰে এই কাম সম্পন্ন কৰিছে। প্ৰতিমূৰ্তিটোত জুবিনৰ মুখৰ হাঁহি, চকুৰ দৃষ্টি আৰু ব্যক্তিত্বৰ প্ৰতিটো দিশ সজীৱ কৰি তোলাৰ চেষ্টা কৰা হৈছে। গায়কৰ অনুৰাগীসকলে এই প্ৰতিমূৰ্তি চাবলৈ উৎসুক হৈ আছে। উল্লেখ্য যে জুবিন গাৰ্গৰ প্ৰয়াণৰ পিছত ৰাজ্যৰ বিভিন্ন প্ৰান্তত তেওঁৰ স্মৃতিত বিভিন্ন কাৰ্যসূচী অনুষ্ঠিত কৰা হৈছে আৰু বহু ঠাইত তেওঁৰ প্ৰতিমূৰ্তি স্থাপনৰ পৰিকল্পনা কৰা হৈছে। পৰিয়ালৰ সদস্যসকলে কয় যে এই প্ৰতিমূৰ্তিয়ে জুবিনৰ অনুৰাগীসকলক সদায় অনুপ্ৰাণিত কৰি ৰাখিব। বাসগৃহটো জুবিনৰ স্মৃতিৰে সমৃদ্ধ এক সংগ্ৰহালয় হিচাপে গঢ়ি তোলাৰো চিন্তা কৰা হৈছে। bbox=[468, 1241, 886, 1389]
sign-text: নিউ তিনিচুকীয়া জং bbox=[1474, 504, 1620, 525]
lead-headline bbox=[1342, 201, 1756, 396]
